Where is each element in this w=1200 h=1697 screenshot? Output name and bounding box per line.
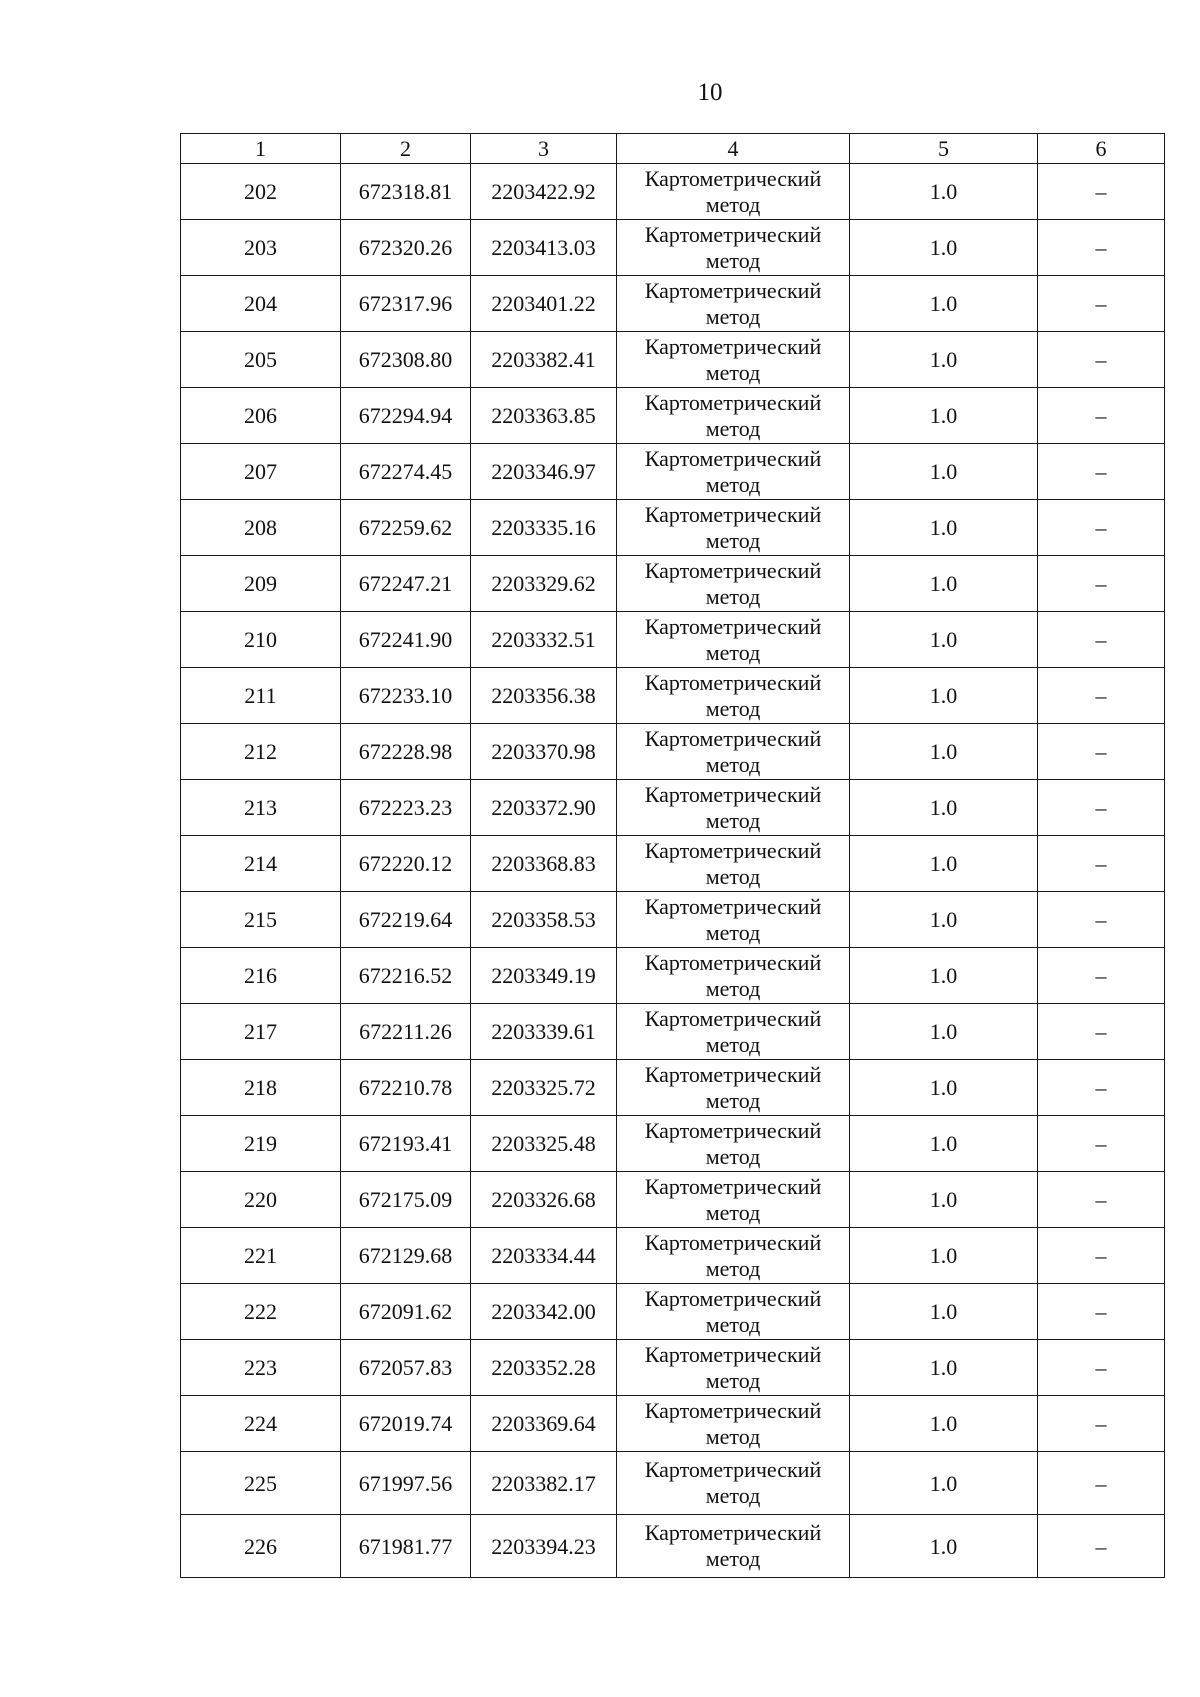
method-line-1: Картометрический [644, 1457, 822, 1482]
x-coordinate-cell: 672193.41 [341, 1116, 471, 1172]
accuracy-cell: 1.0 [850, 388, 1038, 444]
y-coordinate-cell: 2203326.68 [471, 1172, 617, 1228]
point-number-cell: 203 [181, 220, 341, 276]
point-number-cell: 226 [181, 1515, 341, 1578]
x-coordinate-cell: 672294.94 [341, 388, 471, 444]
method-cell [617, 1515, 850, 1578]
table-row [181, 332, 1165, 388]
method-line-1: Картометрический [644, 445, 822, 471]
point-number-cell: 213 [181, 780, 341, 836]
y-coordinate-cell: 2203346.97 [471, 444, 617, 500]
method-line-1: Картометрический [644, 501, 822, 527]
note-cell: – [1038, 1228, 1165, 1284]
method-cell [617, 1060, 850, 1116]
x-coordinate-cell: 672247.21 [341, 556, 471, 612]
table-row [181, 1284, 1165, 1340]
table-row [181, 1340, 1165, 1396]
table-row [181, 1452, 1165, 1515]
x-coordinate-cell: 672175.09 [341, 1172, 471, 1228]
note-cell: – [1038, 1004, 1165, 1060]
x-coordinate-cell: 672308.80 [341, 332, 471, 388]
method-line-2: метод [705, 303, 761, 329]
accuracy-cell: 1.0 [850, 556, 1038, 612]
point-number-cell: 220 [181, 1172, 341, 1228]
point-number-cell: 209 [181, 556, 341, 612]
method-line-1: Картометрический [644, 557, 822, 583]
point-number-cell: 225 [181, 1452, 341, 1515]
method-line-1: Картометрический [644, 1520, 822, 1545]
method-line-2: метод [705, 919, 761, 945]
y-coordinate-cell: 2203342.00 [471, 1284, 617, 1340]
method-line-1: Картометрический [644, 781, 822, 807]
note-cell: – [1038, 1452, 1165, 1515]
method-line-2: метод [705, 583, 761, 609]
note-cell: – [1038, 1060, 1165, 1116]
y-coordinate-cell: 2203363.85 [471, 388, 617, 444]
accuracy-cell: 1.0 [850, 1060, 1038, 1116]
note-cell: – [1038, 1284, 1165, 1340]
note-cell: – [1038, 556, 1165, 612]
method-line-2: метод [705, 639, 761, 665]
method-line-1: Картометрический [644, 613, 822, 639]
column-header: 5 [850, 134, 1038, 164]
method-cell [617, 388, 850, 444]
x-coordinate-cell: 672233.10 [341, 668, 471, 724]
y-coordinate-cell: 2203382.17 [471, 1452, 617, 1515]
y-coordinate-cell: 2203401.22 [471, 276, 617, 332]
method-line-2: метод [705, 1311, 761, 1337]
accuracy-cell: 1.0 [850, 1452, 1038, 1515]
method-line-2: метод [705, 695, 761, 721]
method-cell [617, 444, 850, 500]
table-row [181, 444, 1165, 500]
accuracy-cell: 1.0 [850, 668, 1038, 724]
table-row [181, 276, 1165, 332]
note-cell: – [1038, 1172, 1165, 1228]
accuracy-cell: 1.0 [850, 1172, 1038, 1228]
table-row [181, 668, 1165, 724]
method-line-1: Картометрический [644, 221, 822, 247]
method-line-1: Картометрический [644, 1061, 822, 1087]
method-line-1: Картометрический [644, 389, 822, 415]
table-row [181, 836, 1165, 892]
method-line-2: метод [705, 1423, 761, 1449]
table-row [181, 1172, 1165, 1228]
accuracy-cell: 1.0 [850, 1228, 1038, 1284]
accuracy-cell: 1.0 [850, 836, 1038, 892]
x-coordinate-cell: 672228.98 [341, 724, 471, 780]
accuracy-cell: 1.0 [850, 724, 1038, 780]
x-coordinate-cell: 672274.45 [341, 444, 471, 500]
method-cell [617, 1172, 850, 1228]
method-line-2: метод [705, 863, 761, 889]
method-cell [617, 1396, 850, 1452]
accuracy-cell: 1.0 [850, 444, 1038, 500]
y-coordinate-cell: 2203325.72 [471, 1060, 617, 1116]
column-header: 6 [1038, 134, 1165, 164]
method-cell [617, 1004, 850, 1060]
column-header: 1 [181, 134, 341, 164]
method-line-1: Картометрический [644, 277, 822, 303]
x-coordinate-cell: 672211.26 [341, 1004, 471, 1060]
note-cell: – [1038, 444, 1165, 500]
note-cell: – [1038, 780, 1165, 836]
method-line-1: Картометрический [644, 725, 822, 751]
table-row [181, 948, 1165, 1004]
method-line-2: метод [705, 807, 761, 833]
method-cell [617, 220, 850, 276]
x-coordinate-cell: 672318.81 [341, 164, 471, 220]
table-row [181, 1515, 1165, 1578]
y-coordinate-cell: 2203335.16 [471, 500, 617, 556]
table-row [181, 388, 1165, 444]
note-cell: – [1038, 612, 1165, 668]
note-cell: – [1038, 724, 1165, 780]
method-cell [617, 164, 850, 220]
y-coordinate-cell: 2203422.92 [471, 164, 617, 220]
point-number-cell: 223 [181, 1340, 341, 1396]
method-cell [617, 668, 850, 724]
point-number-cell: 218 [181, 1060, 341, 1116]
point-number-cell: 206 [181, 388, 341, 444]
note-cell: – [1038, 1340, 1165, 1396]
y-coordinate-cell: 2203352.28 [471, 1340, 617, 1396]
method-line-1: Картометрический [644, 1005, 822, 1031]
x-coordinate-cell: 672241.90 [341, 612, 471, 668]
note-cell: – [1038, 332, 1165, 388]
table-row [181, 1116, 1165, 1172]
x-coordinate-cell: 672320.26 [341, 220, 471, 276]
accuracy-cell: 1.0 [850, 780, 1038, 836]
method-cell [617, 1116, 850, 1172]
method-line-1: Картометрический [644, 333, 822, 359]
note-cell: – [1038, 500, 1165, 556]
accuracy-cell: 1.0 [850, 612, 1038, 668]
point-number-cell: 221 [181, 1228, 341, 1284]
note-cell: – [1038, 388, 1165, 444]
x-coordinate-cell: 671997.56 [341, 1452, 471, 1515]
x-coordinate-cell: 672216.52 [341, 948, 471, 1004]
note-cell: – [1038, 668, 1165, 724]
method-cell [617, 836, 850, 892]
method-line-2: метод [705, 1546, 761, 1571]
method-cell [617, 724, 850, 780]
method-line-1: Картометрический [644, 1285, 822, 1311]
method-line-2: метод [705, 415, 761, 441]
y-coordinate-cell: 2203369.64 [471, 1396, 617, 1452]
x-coordinate-cell: 672259.62 [341, 500, 471, 556]
point-number-cell: 205 [181, 332, 341, 388]
table-row [181, 780, 1165, 836]
x-coordinate-cell: 672210.78 [341, 1060, 471, 1116]
point-number-cell: 210 [181, 612, 341, 668]
table-row [181, 724, 1165, 780]
note-cell: – [1038, 948, 1165, 1004]
table-row [181, 164, 1165, 220]
method-cell [617, 1228, 850, 1284]
note-cell: – [1038, 836, 1165, 892]
table-row [181, 500, 1165, 556]
y-coordinate-cell: 2203358.53 [471, 892, 617, 948]
method-line-1: Картометрический [644, 893, 822, 919]
y-coordinate-cell: 2203382.41 [471, 332, 617, 388]
method-cell [617, 276, 850, 332]
point-number-cell: 216 [181, 948, 341, 1004]
note-cell: – [1038, 220, 1165, 276]
accuracy-cell: 1.0 [850, 332, 1038, 388]
table-body [181, 164, 1165, 1578]
accuracy-cell: 1.0 [850, 1004, 1038, 1060]
method-line-1: Картометрический [644, 1173, 822, 1199]
point-number-cell: 214 [181, 836, 341, 892]
x-coordinate-cell: 672019.74 [341, 1396, 471, 1452]
accuracy-cell: 1.0 [850, 1340, 1038, 1396]
method-line-1: Картометрический [644, 949, 822, 975]
method-line-1: Картометрический [644, 837, 822, 863]
note-cell: – [1038, 164, 1165, 220]
method-cell [617, 556, 850, 612]
point-number-cell: 219 [181, 1116, 341, 1172]
accuracy-cell: 1.0 [850, 948, 1038, 1004]
method-cell [617, 1284, 850, 1340]
table-row [181, 892, 1165, 948]
note-cell: – [1038, 1515, 1165, 1578]
method-cell [617, 612, 850, 668]
method-line-2: метод [705, 1367, 761, 1393]
x-coordinate-cell: 672129.68 [341, 1228, 471, 1284]
x-coordinate-cell: 672220.12 [341, 836, 471, 892]
y-coordinate-cell: 2203329.62 [471, 556, 617, 612]
method-line-2: метод [705, 1255, 761, 1281]
x-coordinate-cell: 672091.62 [341, 1284, 471, 1340]
table-row [181, 1228, 1165, 1284]
note-cell: – [1038, 276, 1165, 332]
method-line-2: метод [705, 1199, 761, 1225]
table-row [181, 1060, 1165, 1116]
point-number-cell: 208 [181, 500, 341, 556]
method-line-2: метод [705, 1143, 761, 1169]
method-line-1: Картометрический [644, 1117, 822, 1143]
accuracy-cell: 1.0 [850, 500, 1038, 556]
method-line-2: метод [705, 1031, 761, 1057]
point-number-cell: 204 [181, 276, 341, 332]
point-number-cell: 224 [181, 1396, 341, 1452]
x-coordinate-cell: 672223.23 [341, 780, 471, 836]
method-line-1: Картометрический [644, 1229, 822, 1255]
accuracy-cell: 1.0 [850, 164, 1038, 220]
y-coordinate-cell: 2203349.19 [471, 948, 617, 1004]
method-line-1: Картометрический [644, 1341, 822, 1367]
method-line-1: Картометрический [644, 669, 822, 695]
y-coordinate-cell: 2203339.61 [471, 1004, 617, 1060]
accuracy-cell: 1.0 [850, 1116, 1038, 1172]
table-row [181, 1396, 1165, 1452]
accuracy-cell: 1.0 [850, 1515, 1038, 1578]
method-line-1: Картометрический [644, 1397, 822, 1423]
accuracy-cell: 1.0 [850, 276, 1038, 332]
table-header-row [181, 134, 1165, 164]
accuracy-cell: 1.0 [850, 1284, 1038, 1340]
table-row [181, 220, 1165, 276]
x-coordinate-cell: 672219.64 [341, 892, 471, 948]
point-number-cell: 212 [181, 724, 341, 780]
method-cell [617, 1340, 850, 1396]
method-cell [617, 500, 850, 556]
x-coordinate-cell: 672057.83 [341, 1340, 471, 1396]
method-line-2: метод [705, 975, 761, 1001]
note-cell: – [1038, 892, 1165, 948]
y-coordinate-cell: 2203413.03 [471, 220, 617, 276]
coordinates-table [180, 133, 1165, 1578]
accuracy-cell: 1.0 [850, 1396, 1038, 1452]
method-line-2: метод [705, 1483, 761, 1508]
y-coordinate-cell: 2203325.48 [471, 1116, 617, 1172]
accuracy-cell: 1.0 [850, 220, 1038, 276]
table-row [181, 612, 1165, 668]
y-coordinate-cell: 2203370.98 [471, 724, 617, 780]
table-row [181, 1004, 1165, 1060]
method-cell [617, 780, 850, 836]
page-number: 10 [697, 79, 723, 106]
table-row [181, 556, 1165, 612]
method-cell [617, 892, 850, 948]
point-number-cell: 222 [181, 1284, 341, 1340]
method-line-2: метод [705, 191, 761, 217]
note-cell: – [1038, 1396, 1165, 1452]
column-header: 4 [617, 134, 850, 164]
y-coordinate-cell: 2203356.38 [471, 668, 617, 724]
point-number-cell: 202 [181, 164, 341, 220]
method-cell [617, 1452, 850, 1515]
column-header: 2 [341, 134, 471, 164]
x-coordinate-cell: 671981.77 [341, 1515, 471, 1578]
y-coordinate-cell: 2203368.83 [471, 836, 617, 892]
method-line-2: метод [705, 1087, 761, 1113]
method-line-2: метод [705, 527, 761, 553]
x-coordinate-cell: 672317.96 [341, 276, 471, 332]
point-number-cell: 217 [181, 1004, 341, 1060]
y-coordinate-cell: 2203334.44 [471, 1228, 617, 1284]
y-coordinate-cell: 2203372.90 [471, 780, 617, 836]
y-coordinate-cell: 2203394.23 [471, 1515, 617, 1578]
point-number-cell: 215 [181, 892, 341, 948]
y-coordinate-cell: 2203332.51 [471, 612, 617, 668]
note-cell: – [1038, 1116, 1165, 1172]
method-cell [617, 332, 850, 388]
method-line-2: метод [705, 359, 761, 385]
method-line-2: метод [705, 751, 761, 777]
point-number-cell: 207 [181, 444, 341, 500]
point-number-cell: 211 [181, 668, 341, 724]
method-line-2: метод [705, 247, 761, 273]
method-line-2: метод [705, 471, 761, 497]
accuracy-cell: 1.0 [850, 892, 1038, 948]
method-cell [617, 948, 850, 1004]
column-header: 3 [471, 134, 617, 164]
method-line-1: Картометрический [644, 165, 822, 191]
